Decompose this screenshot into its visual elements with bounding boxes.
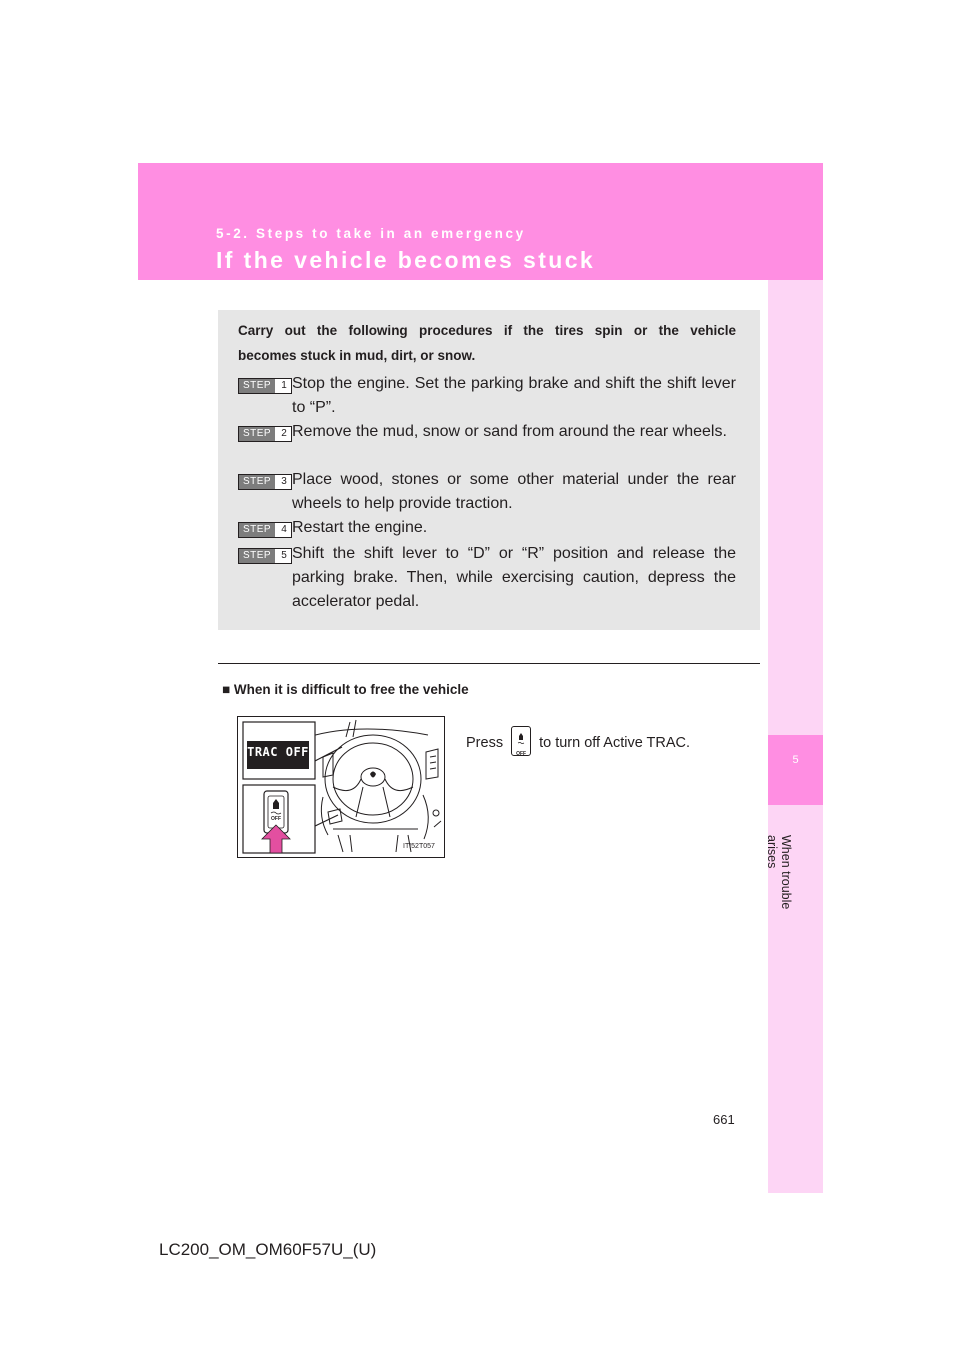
section-label: 5-2. Steps to take in an emergency <box>216 226 526 241</box>
note-heading: ■ When it is difficult to free the vehicle <box>222 682 469 697</box>
step-badge <box>238 522 292 538</box>
step-text: Shift the shift lever to “D” or “R” position and release the parking brake. Then, while exercising caution, depress the accelerator pedal. <box>292 545 736 610</box>
press-instruction <box>466 728 690 758</box>
procedure-box <box>218 310 760 630</box>
step-text: Place wood, stones or some other material under the rear wheels to help provide traction. <box>292 471 736 512</box>
trac-off-display-text: TRAC OFF <box>247 745 309 759</box>
step-badge-number: 5 <box>281 550 287 561</box>
vsc-off-button-icon-label: OFF <box>516 751 527 757</box>
step-badge <box>238 548 292 564</box>
intro-line-2: becomes stuck in mud, dirt, or snow. <box>238 348 476 363</box>
trac-off-illustration <box>237 716 445 858</box>
step-badge <box>238 426 292 442</box>
document-code: LC200_OM_OM60F57U_(U) <box>159 1240 377 1259</box>
step-badge-word: STEP <box>239 427 275 441</box>
step-text: Stop the engine. Set the parking brake and shift the shift lever to “P”. <box>292 375 736 416</box>
step-badge-word: STEP <box>239 475 275 489</box>
procedure-intro <box>238 318 736 368</box>
figure-code: ITI52T057 <box>403 843 435 850</box>
step-badge <box>238 474 292 490</box>
step-badge-number: 1 <box>281 380 287 391</box>
step-badge-word: STEP <box>239 379 275 393</box>
step-badge-word: STEP <box>239 523 275 537</box>
chapter-title: When trouble arises <box>765 835 793 910</box>
page-number: 661 <box>713 1112 735 1127</box>
step-badge-number: 3 <box>281 476 287 487</box>
chapter-number: 5 <box>792 754 799 766</box>
step-text: Remove the mud, snow or sand from around the rear wheels. <box>292 423 727 440</box>
intro-line-1: Carry out the following procedures if the tires spin or the vehicle <box>238 323 736 338</box>
trac-off-button-label: OFF <box>271 816 281 822</box>
dashboard-drawing <box>238 717 444 857</box>
step-text: Restart the engine. <box>292 519 428 536</box>
step-badge-number: 2 <box>281 428 287 439</box>
header-band <box>138 163 823 280</box>
step-badge-word: STEP <box>239 549 275 563</box>
page-title: If the vehicle becomes stuck <box>216 247 596 273</box>
press-after-text: to turn off Active TRAC. <box>539 734 691 751</box>
chapter-number-box <box>768 735 823 805</box>
step-badge <box>238 378 292 394</box>
press-text: Press <box>466 734 504 751</box>
step-badge-number: 4 <box>281 524 287 535</box>
vsc-off-button-icon <box>511 726 531 756</box>
section-divider <box>218 663 760 664</box>
chapter-side-tab[interactable] <box>765 280 823 1193</box>
